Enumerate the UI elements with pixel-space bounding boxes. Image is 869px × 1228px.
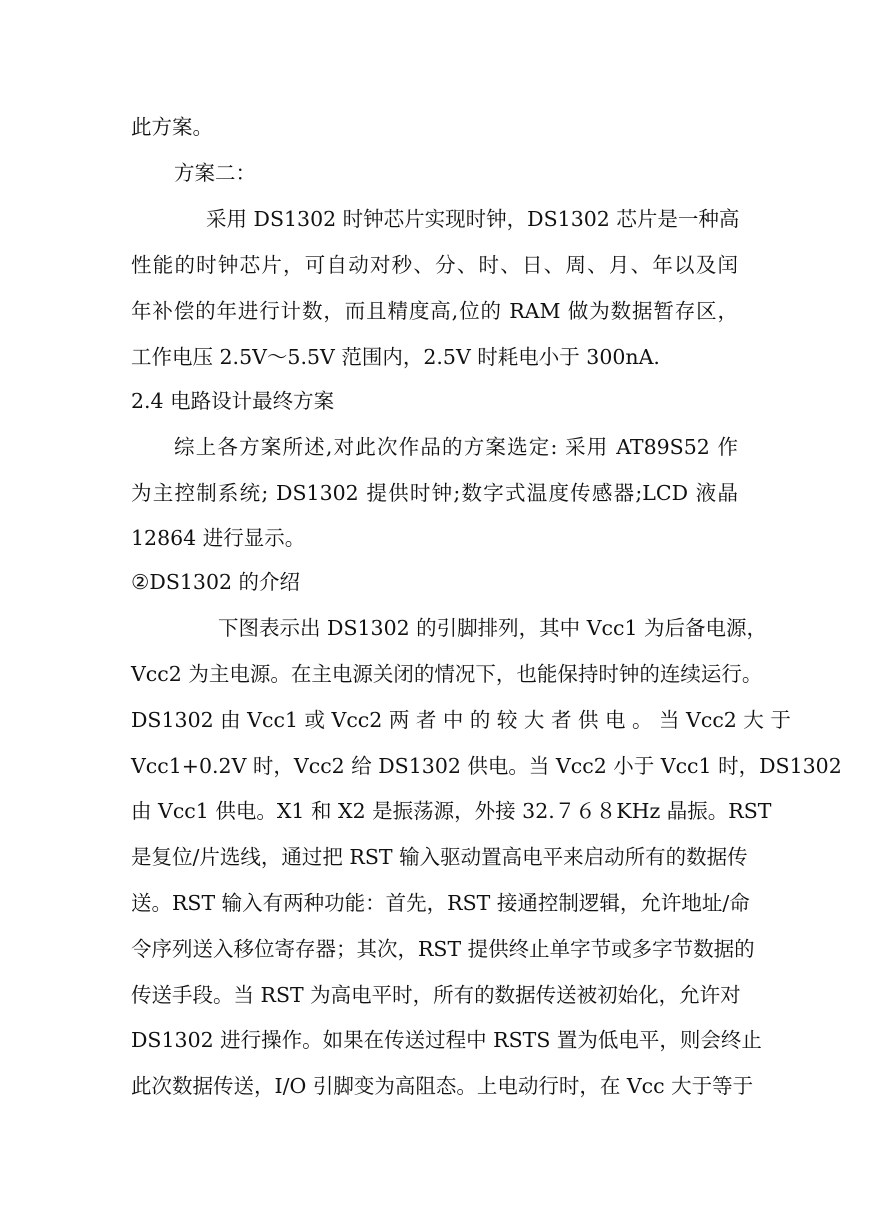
text-line-3: 采用 DS1302 时钟芯片实现时钟，DS1302 芯片是一种高 [206,207,740,231]
text-line-19: 令序列送入移位寄存器；其次，RST 提供终止单字节或多字节数据的 [131,937,755,961]
text-line-13: Vcc2 为主电源。在主电源关闭的情况下，也能保持时钟的连续运行。 [131,662,763,686]
text-line-14: DS1302 由 Vcc1 或 Vcc2 两 者 中 的 较 大 者 供 电 。 当 Vcc2 大 于 [131,708,791,732]
text-line-20: 传送手段。当 RST 为高电平时，所有的数据传送被初始化，允许对 [131,983,741,1007]
text-line-8: 综上各方案所述,对此次作品的方案选定: 采用 AT89S52 作 [174,435,738,459]
section-heading: 2.4 电路设计最终方案 [131,389,335,413]
subsection-heading: ②DS1302 的介绍 [131,570,301,594]
text-line-21: DS1302 进行操作。如果在传送过程中 RSTS 置为低电平，则会终止 [131,1028,762,1052]
text-line-1: 此方案。 [131,115,213,139]
text-line-12: 下图表示出 DS1302 的引脚排列，其中 Vcc1 为后备电源， [218,616,768,640]
text-line-9: 为主控制系统; DS1302 提供时钟;数字式温度传感器;LCD 液晶 [131,481,738,505]
text-line-4: 性能的时钟芯片，可自动对秒、分、时、日、周、月、年以及闰 [131,253,738,277]
text-line-2: 方案二： [174,161,256,185]
text-line-10: 12864 进行显示。 [131,526,306,550]
text-line-5: 年补偿的年进行计数，而且精度高,位的 RAM 做为数据暂存区， [131,299,738,323]
text-line-6: 工作电压 2.5V～5.5V 范围内，2.5V 时耗电小于 300nA. [131,345,660,369]
text-line-18: 送。RST 输入有两种功能：首先，RST 接通控制逻辑，允许地址/命 [131,891,750,915]
text-line-22: 此次数据传送，I/O 引脚变为高阻态。上电动行时，在 Vcc 大于等于 [131,1074,754,1098]
text-line-16: 由 Vcc1 供电。X1 和 X2 是振荡源，外接 32.７６８KHz 晶振。RST [131,799,772,823]
text-line-15: Vcc1+0.2V 时，Vcc2 给 DS1302 供电。当 Vcc2 小于 Vcc1 时，DS1302 [131,754,842,778]
text-line-17: 是复位/片选线，通过把 RST 输入驱动置高电平来启动所有的数据传 [131,845,748,869]
